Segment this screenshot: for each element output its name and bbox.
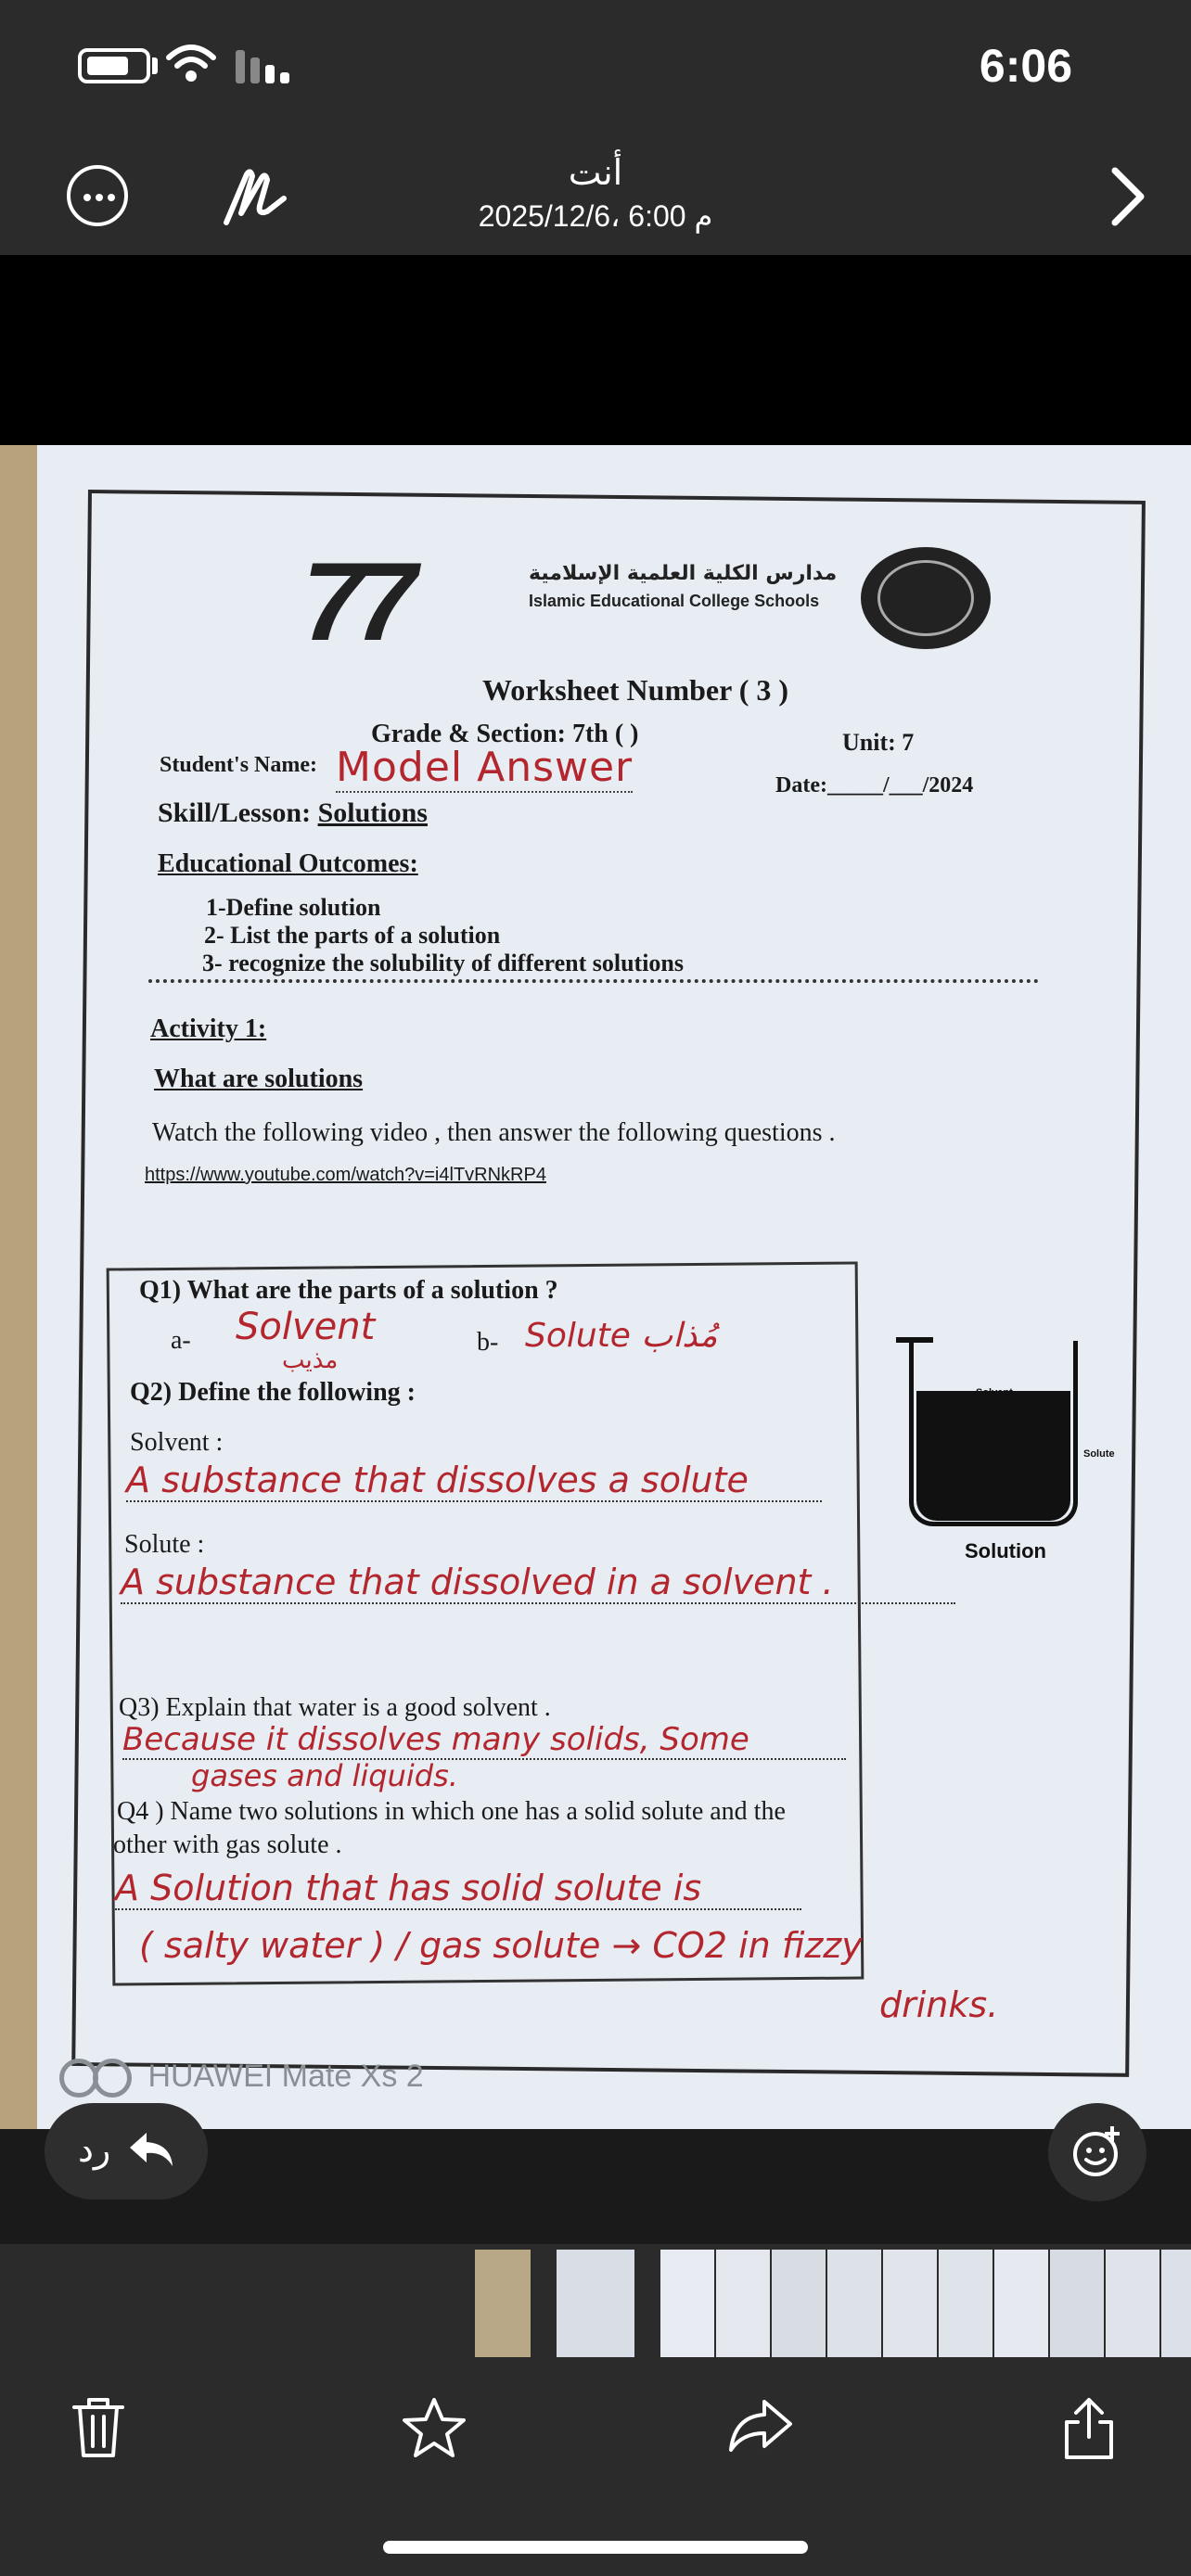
solvent-label: Solvent : <box>130 1428 224 1457</box>
status-bar <box>0 0 1191 139</box>
share-icon[interactable] <box>1061 2396 1117 2461</box>
photo-viewer[interactable] <box>0 445 1191 2129</box>
q3-answer-line2: gases and liquids. <box>191 1758 458 1793</box>
diagram-solution-label: Solution <box>965 1539 1046 1562</box>
thumbnail[interactable] <box>557 2250 634 2357</box>
q3-answer-line1: Because it dissolves many solids, Some <box>122 1721 846 1760</box>
forward-icon[interactable] <box>727 2396 794 2455</box>
thumbnail[interactable] <box>827 2250 881 2357</box>
status-time: 6:06 <box>979 40 1072 92</box>
solute-label: Solute : <box>124 1530 205 1559</box>
q1-b-answer: Solute مُذاب <box>525 1317 718 1355</box>
outcome-item: 1-Define solution <box>206 894 381 921</box>
thumbnail[interactable] <box>939 2250 992 2357</box>
thumbnail[interactable] <box>1050 2250 1104 2357</box>
school-name-arabic: مدارس الكلية العلمية الإسلامية <box>529 562 838 585</box>
sender-title: أنت <box>568 154 623 193</box>
solution-beaker-diagram <box>909 1341 1078 1526</box>
thumbnail[interactable] <box>1161 2250 1191 2357</box>
reply-label: رد <box>78 2129 111 2170</box>
worksheet-title: Worksheet Number ( 3 ) <box>482 673 789 707</box>
unit-label: Unit: 7 <box>842 729 915 756</box>
thumbnail[interactable] <box>475 2250 531 2357</box>
skill-lesson: Skill/Lesson: Solutions <box>158 797 428 828</box>
student-name-label: Student's Name: <box>160 753 318 777</box>
add-reaction-button[interactable] <box>1048 2103 1146 2201</box>
activity-heading: Activity 1: <box>150 1014 267 1043</box>
outcomes-title: Educational Outcomes: <box>158 849 418 878</box>
thumbnail-strip[interactable] <box>0 2244 1191 2365</box>
q1-a-note: مذيب <box>282 1346 339 1374</box>
wifi-icon <box>165 41 217 85</box>
grade-section: Grade & Section: 7th ( ) <box>371 720 639 748</box>
video-link: https://www.youtube.com/watch?v=i4lTvRNkRP4 <box>145 1165 546 1185</box>
anniversary-logo-icon: 77 <box>302 540 408 664</box>
outcome-item: 3- recognize the solubility of different solutions <box>202 950 685 976</box>
thumbnail[interactable] <box>772 2250 826 2357</box>
reply-arrow-icon <box>128 2129 174 2170</box>
q1-b-label: b- <box>477 1328 499 1357</box>
question-3: Q3) Explain that water is a good solvent . <box>119 1693 551 1722</box>
thumbnail[interactable] <box>883 2250 937 2357</box>
chevron-right-icon[interactable] <box>1100 161 1156 232</box>
q1-a-answer: Solvent <box>236 1306 376 1348</box>
q4-answer-line2: ( salty water ) / gas solute → CO2 in fizzy <box>139 1925 863 1966</box>
q4-answer-line1: A Solution that has solid solute is <box>115 1868 801 1910</box>
camera-watermark: HUAWEI Mate Xs 2 <box>59 2059 424 2098</box>
question-4-line2: other with gas solute . <box>113 1830 342 1859</box>
reply-button[interactable] <box>45 2103 208 2200</box>
battery-icon <box>78 48 150 83</box>
thumbnail[interactable] <box>716 2250 770 2357</box>
solvent-answer: A substance that dissolves a solute <box>126 1460 822 1502</box>
trash-icon[interactable] <box>70 2396 126 2459</box>
student-name-value: Model Answer <box>336 744 634 791</box>
instructions: Watch the following video , then answer the following questions . <box>152 1118 836 1147</box>
thumbnail[interactable] <box>994 2250 1048 2357</box>
star-icon[interactable] <box>401 2396 467 2459</box>
question-2: Q2) Define the following : <box>130 1378 416 1407</box>
diagram-solvent-label: Solvent <box>976 1387 1013 1398</box>
school-name-english: Islamic Educational College Schools <box>529 592 820 610</box>
thumbnail-selected[interactable] <box>660 2250 714 2357</box>
signal-icon <box>234 48 295 85</box>
home-indicator[interactable] <box>383 2541 808 2554</box>
q1-a-label: a- <box>171 1326 191 1355</box>
section-heading: What are solutions <box>154 1065 364 1093</box>
skill-lesson-value: Solutions <box>317 797 428 828</box>
worksheet-content <box>0 445 1191 2129</box>
emoji-add-icon <box>1071 2126 1123 2178</box>
solute-answer: A substance that dissolved in a solvent . <box>121 1562 955 1604</box>
outcome-item: 2- List the parts of a solution <box>204 922 501 949</box>
divider <box>148 979 1039 983</box>
diagram-solute-label: Solute <box>1083 1448 1115 1460</box>
question-1: Q1) What are the parts of a solution ? <box>139 1276 558 1305</box>
question-4-line1: Q4 ) Name two solutions in which one has a solid solute and the <box>117 1797 786 1826</box>
message-timestamp: 2025/12/6، 6:00 م <box>478 199 713 233</box>
school-seal-icon <box>861 547 991 649</box>
q4-answer-line3: drinks. <box>879 1984 999 2025</box>
date-field: Date:_____/___/2024 <box>775 773 974 797</box>
thumbnail[interactable] <box>1106 2250 1159 2357</box>
top-app-bar <box>0 139 1191 255</box>
